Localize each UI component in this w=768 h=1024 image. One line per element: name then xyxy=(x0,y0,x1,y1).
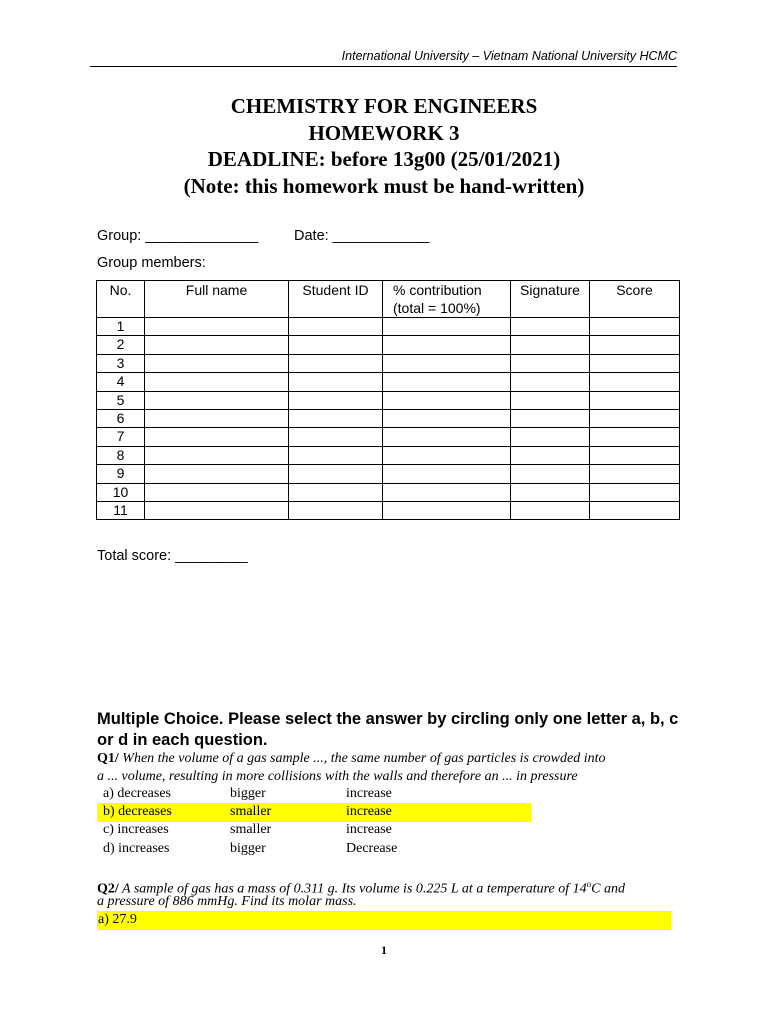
q1-option-a-letter: a) decreases xyxy=(103,786,172,801)
q1-option-b-highlighted xyxy=(97,803,531,822)
cell-contribution xyxy=(383,373,511,391)
cell-score xyxy=(590,409,680,427)
cell-full-name xyxy=(145,318,289,336)
cell-full-name xyxy=(145,428,289,446)
cell-full-name xyxy=(145,354,289,372)
cell-score xyxy=(590,391,680,409)
header-full-name: Full name xyxy=(145,281,289,318)
cell-signature xyxy=(511,465,590,483)
cell-no: 4 xyxy=(97,373,145,391)
table-row xyxy=(97,409,680,427)
q1-text-2: a ... volume, resulting in more collisions with the walls and therefore an ... in pressure xyxy=(97,769,578,784)
cell-score xyxy=(590,428,680,446)
q1-option-d xyxy=(97,840,531,859)
table-row xyxy=(97,391,680,409)
cell-contribution xyxy=(383,391,511,409)
cell-full-name xyxy=(145,501,289,519)
q1-label: Q1/ xyxy=(97,751,119,766)
cell-no: 8 xyxy=(97,446,145,464)
cell-no: 5 xyxy=(97,391,145,409)
cell-signature xyxy=(511,373,590,391)
q2-answer-highlighted xyxy=(97,911,671,930)
cell-no: 11 xyxy=(97,501,145,519)
group-field: Group: ______________ xyxy=(97,228,259,244)
cell-contribution xyxy=(383,483,511,501)
q2-label: Q2/ xyxy=(97,881,119,897)
cell-full-name xyxy=(145,336,289,354)
q1-option-b-letter: b) decreases xyxy=(103,804,172,819)
q1-option-a-volume: bigger xyxy=(230,786,266,801)
header-contribution xyxy=(383,281,511,318)
cell-contribution xyxy=(383,428,511,446)
cell-signature xyxy=(511,428,590,446)
table-row xyxy=(97,501,680,519)
table-row xyxy=(97,465,680,483)
cell-student-id xyxy=(289,373,383,391)
q2-answer: a) 27.9 xyxy=(98,912,137,927)
cell-contribution xyxy=(383,501,511,519)
cell-no: 10 xyxy=(97,483,145,501)
q2-text-1b: C and xyxy=(591,881,625,897)
course-title: CHEMISTRY FOR ENGINEERS xyxy=(230,94,538,118)
q1-option-d-pressure: Decrease xyxy=(346,841,398,856)
q1-option-c-volume: smaller xyxy=(230,822,272,837)
q1-option-c-letter: c) increases xyxy=(103,822,169,837)
cell-score xyxy=(590,318,680,336)
table-header-row xyxy=(97,281,680,318)
cell-full-name xyxy=(145,483,289,501)
cell-contribution xyxy=(383,465,511,483)
cell-no: 3 xyxy=(97,354,145,372)
cell-student-id xyxy=(289,336,383,354)
table-row xyxy=(97,428,680,446)
cell-student-id xyxy=(289,501,383,519)
handwritten-note: (Note: this homework must be hand-written) xyxy=(183,173,585,198)
table-row xyxy=(97,336,680,354)
header-score: Score xyxy=(590,281,680,318)
cell-full-name xyxy=(145,373,289,391)
cell-signature xyxy=(511,409,590,427)
cell-full-name xyxy=(145,391,289,409)
cell-student-id xyxy=(289,483,383,501)
q1-text-1: When the volume of a gas sample ..., the same number of gas particles is crowded into xyxy=(118,751,606,766)
q1-option-a xyxy=(97,785,531,804)
cell-no: 9 xyxy=(97,465,145,483)
multiple-choice-rest: Please select the answer by circling only one letter a, b, c or d in each question. xyxy=(97,710,679,749)
cell-no: 6 xyxy=(97,409,145,427)
q1-text-line1 xyxy=(97,750,605,769)
cell-signature xyxy=(511,354,590,372)
table-row xyxy=(97,483,680,501)
cell-score xyxy=(590,501,680,519)
cell-signature xyxy=(511,318,590,336)
cell-student-id xyxy=(289,428,383,446)
total-score-field: Total score: _________ xyxy=(97,548,248,564)
homework-title: HOMEWORK 3 xyxy=(308,120,460,145)
cell-student-id xyxy=(289,318,383,336)
table-body xyxy=(97,318,680,520)
cell-no: 7 xyxy=(97,428,145,446)
q1-option-b-volume: smaller xyxy=(230,804,272,819)
header-no: No. xyxy=(97,281,145,318)
cell-no: 2 xyxy=(97,336,145,354)
group-members-table xyxy=(96,280,680,520)
cell-contribution xyxy=(383,354,511,372)
cell-student-id xyxy=(289,391,383,409)
cell-score xyxy=(590,354,680,372)
header-contribution-line2: (total = 100%) xyxy=(393,300,481,316)
table-row xyxy=(97,373,680,391)
multiple-choice-instructions xyxy=(97,709,687,750)
cell-full-name xyxy=(145,465,289,483)
multiple-choice-lead: Multiple Choice. xyxy=(97,710,224,728)
table-row xyxy=(97,354,680,372)
cell-signature xyxy=(511,483,590,501)
cell-contribution xyxy=(383,446,511,464)
cell-score xyxy=(590,446,680,464)
cell-signature xyxy=(511,391,590,409)
page-header: International University – Vietnam National University HCMC xyxy=(90,46,677,67)
q2-text-line2 xyxy=(97,893,357,912)
q2-text-1a: A sample of gas has a mass of 0.311 g. Its volume is 0.225 L at a temperature of 14 xyxy=(118,881,587,897)
cell-student-id xyxy=(289,446,383,464)
header-student-id: Student ID xyxy=(289,281,383,318)
cell-student-id xyxy=(289,465,383,483)
group-members-label: Group members: xyxy=(97,255,206,271)
page-number: 1 xyxy=(381,943,387,957)
cell-full-name xyxy=(145,446,289,464)
cell-signature xyxy=(511,501,590,519)
cell-signature xyxy=(511,446,590,464)
cell-student-id xyxy=(289,409,383,427)
q1-text-line2 xyxy=(97,768,578,787)
q1-option-c-pressure: increase xyxy=(346,822,392,837)
document-title xyxy=(0,93,768,199)
q1-option-b-pressure: increase xyxy=(346,804,392,819)
cell-contribution xyxy=(383,318,511,336)
table-row xyxy=(97,318,680,336)
cell-no: 1 xyxy=(97,318,145,336)
degree-superscript: o xyxy=(586,879,592,889)
q1-option-d-letter: d) increases xyxy=(103,841,170,856)
cell-full-name xyxy=(145,409,289,427)
q1-option-d-volume: bigger xyxy=(230,841,266,856)
date-field: Date: ____________ xyxy=(294,228,430,244)
cell-score xyxy=(590,465,680,483)
q1-option-a-pressure: increase xyxy=(346,786,392,801)
q2-text-2: a pressure of 886 mmHg. Find its molar mass. xyxy=(97,894,357,909)
q1-option-c xyxy=(97,821,531,840)
cell-score xyxy=(590,483,680,501)
header-contribution-line1: % contribution xyxy=(393,282,482,298)
cell-score xyxy=(590,373,680,391)
cell-score xyxy=(590,336,680,354)
header-signature: Signature xyxy=(511,281,590,318)
cell-student-id xyxy=(289,354,383,372)
table-row xyxy=(97,446,680,464)
cell-contribution xyxy=(383,409,511,427)
deadline: DEADLINE: before 13g00 (25/01/2021) xyxy=(207,147,561,171)
cell-contribution xyxy=(383,336,511,354)
cell-signature xyxy=(511,336,590,354)
